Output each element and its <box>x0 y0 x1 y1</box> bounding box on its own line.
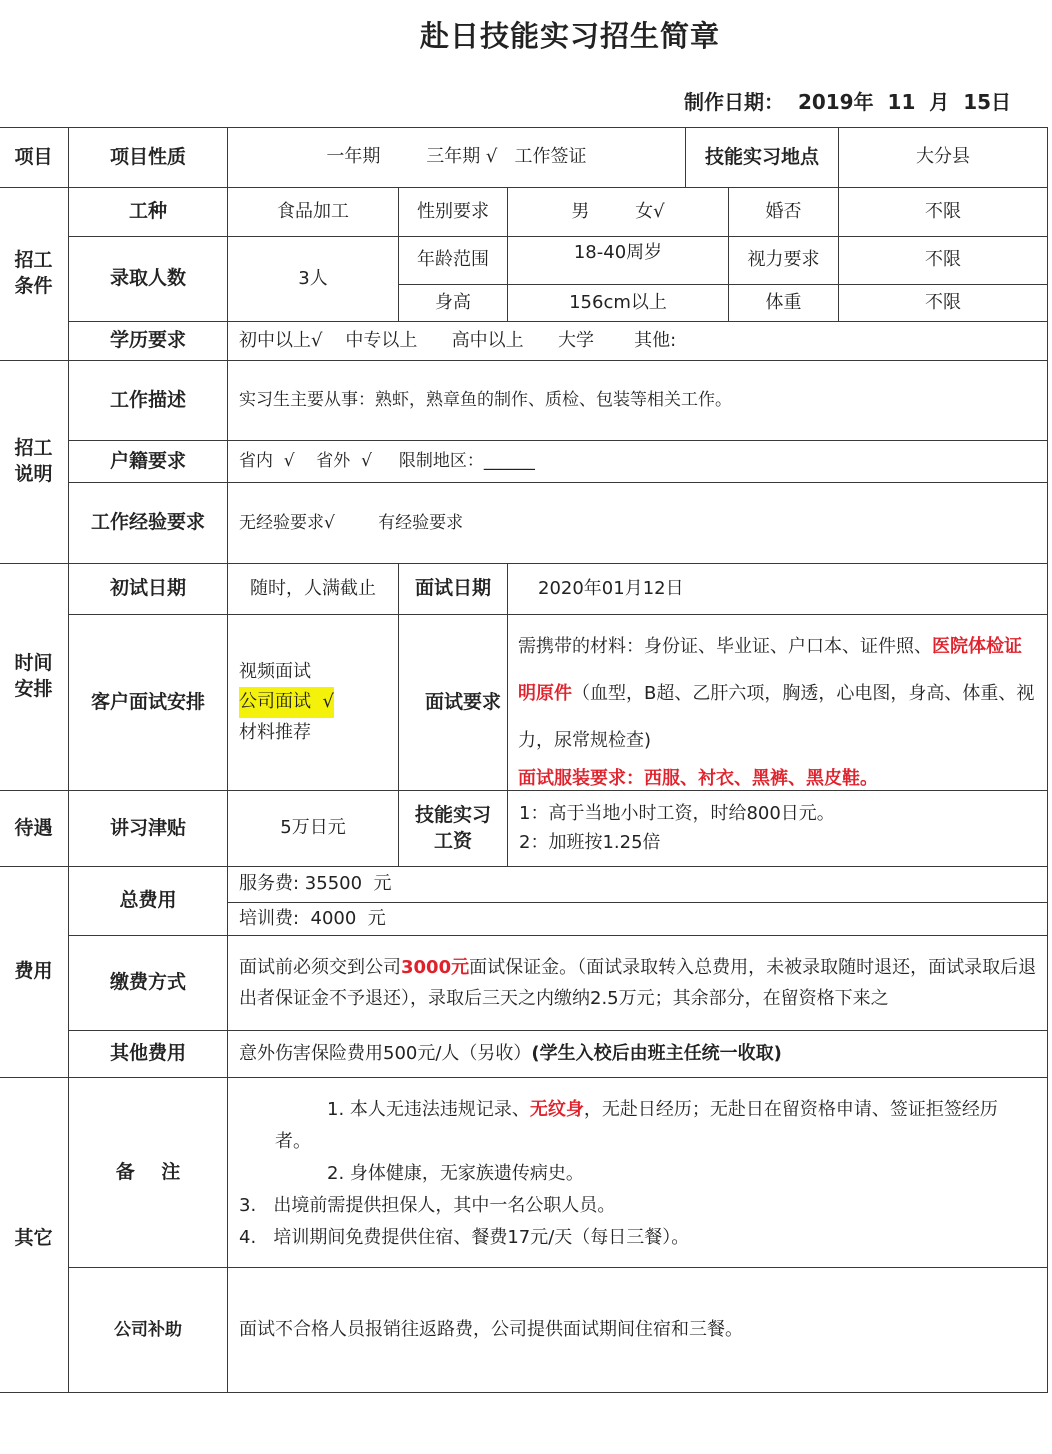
label-marriage: 婚否 <box>728 187 839 237</box>
insurance-note: (学生入校后由班主任统一收取) <box>531 1042 782 1064</box>
label-other-fee: 其他费用 <box>68 1030 228 1078</box>
label-gender: 性别要求 <box>398 187 508 237</box>
payment-text-b: 面试保证金。（面试录取转入总费用，未被录取随时退还，面试录取后退出者保证金不予退还），录取后三天之内缴纳2.5万元；其余部分，在留资格下来之 <box>239 957 1037 1009</box>
section-fees: 费用 <box>0 866 69 1078</box>
section-project: 项目 <box>0 127 69 188</box>
label-hire-count: 录取人数 <box>68 236 228 322</box>
wage-line-1: 1：高于当地小时工资，时给800日元。 <box>519 802 835 824</box>
education-value: 初中以上√ 中专以上 高中以上 大学 其他: <box>227 321 1048 361</box>
remark-3: 3. 出境前需提供担保人，其中一名公职人员。 <box>239 1195 616 1216</box>
weight-value: 不限 <box>838 284 1048 322</box>
payment-value <box>227 935 1048 1031</box>
interview-date-value: 2020年01月12日 <box>507 563 1048 615</box>
remark-1 <box>239 1094 1033 1158</box>
label-height: 身高 <box>398 284 508 322</box>
service-fee: 服务费: 35500 元 <box>227 866 1048 903</box>
insurance-text: 意外伤害保险费用500元/人（另收） <box>239 1042 532 1064</box>
experience-value: 无经验要求√ 有经验要求 <box>227 482 1048 564</box>
payment-text-a: 面试前必须交到公司 <box>239 957 401 978</box>
hire-count-value: 3人 <box>227 236 399 322</box>
gender-value: 男 女√ <box>507 187 729 237</box>
label-payment: 缴费方式 <box>68 935 228 1031</box>
other-fee-value <box>227 1030 1048 1078</box>
job-description-value: 实习生主要从事：熟虾，熟章鱼的制作、质检、包装等相关工作。 <box>227 360 1048 441</box>
label-allowance: 讲习津贴 <box>68 790 228 867</box>
option-video-interview: 视频面试 <box>239 660 311 682</box>
job-type-value: 食品加工 <box>227 187 399 237</box>
dress-code-text: 面试服装要求：西服、衬衣、黑裤、黑皮鞋。 <box>518 768 878 789</box>
date-value: 2019年 11 月 15日 <box>797 90 1012 114</box>
interview-options <box>227 614 399 791</box>
label-job-type: 工种 <box>68 187 228 237</box>
section-recruit-conditions: 招工 条件 <box>0 187 69 361</box>
label-interview-date: 面试日期 <box>398 563 508 615</box>
label-job-description: 工作描述 <box>68 360 228 441</box>
marriage-value: 不限 <box>838 187 1048 237</box>
materials-text: 需携带的材料：身份证、毕业证、户口本、证件照、 <box>518 636 932 657</box>
remarks-value <box>227 1077 1048 1268</box>
label-experience: 工作经验要求 <box>68 482 228 564</box>
wage-line-2: 2：加班按1.25倍 <box>519 831 661 853</box>
option-company-interview: 公司面试 √ <box>239 687 334 718</box>
deposit-amount: 3000元 <box>401 957 470 978</box>
label-vision: 视力要求 <box>728 236 839 285</box>
label-age: 年龄范围 <box>398 236 508 285</box>
first-date-value: 随时，人满截止 <box>227 563 399 615</box>
label-hukou: 户籍要求 <box>68 440 228 483</box>
label-total-fee: 总费用 <box>68 866 228 936</box>
height-value: 156cm以上 <box>507 284 729 322</box>
label-interview-requirements: 面试要求 <box>398 614 508 791</box>
interview-requirements-value <box>507 614 1048 791</box>
project-type-value: 一年期 三年期 √ 工作签证 <box>227 127 686 188</box>
remark-2: 2. 身体健康，无家族遗传病史。 <box>327 1163 584 1184</box>
label-location: 技能实习地点 <box>685 127 839 188</box>
section-treatment: 待遇 <box>0 790 69 867</box>
location-value: 大分县 <box>838 127 1048 188</box>
creation-date <box>684 86 1011 115</box>
medical-certificate-text: 医院体检证明原件 <box>518 636 1022 704</box>
label-first-date: 初试日期 <box>68 563 228 615</box>
hukou-value: 省内 √ 省外 √ 限制地区：______ <box>227 440 1048 483</box>
date-label: 制作日期： <box>684 90 784 114</box>
section-other: 其它 <box>0 1077 69 1393</box>
age-value: 18-40周岁 <box>507 236 729 285</box>
no-tattoo-text: 无纹身 <box>529 1099 584 1120</box>
allowance-value: 5万日元 <box>227 790 399 867</box>
label-weight: 体重 <box>728 284 839 322</box>
remark-4: 4. 培训期间免费提供住宿、餐费17元/天（每日三餐）。 <box>239 1227 690 1248</box>
remark-1-b: ，无赴日经历；无赴日在留资格申请、签证拒签经历者。 <box>275 1099 998 1152</box>
remark-1-a: 1. 本人无违法违规记录、 <box>327 1099 530 1120</box>
medical-items-text: （血型，B超、乙肝六项，胸透，心电图，身高、体重、视力，尿常规检查) <box>518 683 1035 751</box>
label-subsidy: 公司补助 <box>68 1267 228 1393</box>
subsidy-value: 面试不合格人员报销往返路费，公司提供面试期间住宿和三餐。 <box>227 1267 1048 1393</box>
label-project-type: 项目性质 <box>68 127 228 188</box>
vision-value: 不限 <box>838 236 1048 285</box>
page-title: 赴日技能实习招生简章 <box>419 19 720 53</box>
option-material-recommend: 材料推荐 <box>239 721 311 743</box>
label-education: 学历要求 <box>68 321 228 361</box>
wage-value <box>507 790 1048 867</box>
label-client-interview: 客户面试安排 <box>68 614 228 791</box>
training-fee: 培训费: 4000 元 <box>227 902 1048 936</box>
section-recruit-description: 招工 说明 <box>0 360 69 564</box>
section-schedule: 时间 安排 <box>0 563 69 791</box>
label-wage: 技能实习 工资 <box>398 790 508 867</box>
label-remarks: 备 注 <box>68 1077 228 1268</box>
